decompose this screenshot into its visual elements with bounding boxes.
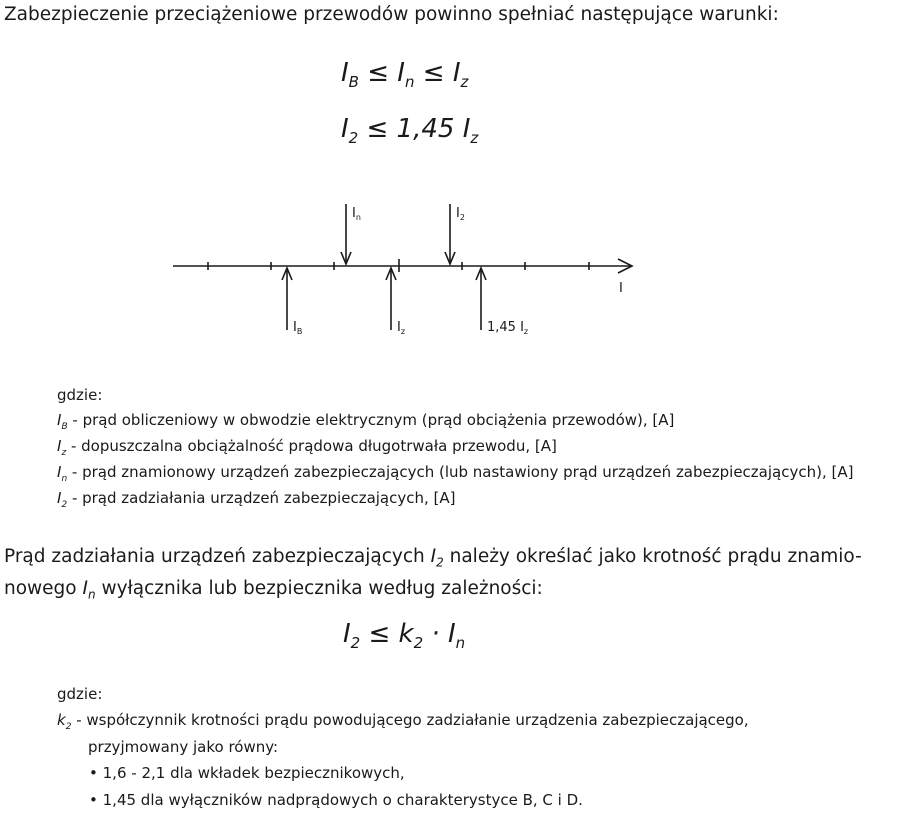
paragraph-line-2: nowego $I_n$ wyłącznika lub bezpiecznika według zależności:	[4, 578, 543, 602]
gdzie-label-1: gdzie:	[57, 386, 103, 404]
formula-i2-k2-in: $I_2 \le k_2 \cdot I_n$	[343, 619, 466, 653]
current-axis-diagram	[0, 0, 916, 360]
bullet-item-1: • 1,6 - 2,1 dla wkładek bezpiecznikowych,	[89, 764, 405, 782]
def-iz: $I_z$ - dopuszczalna obciążalność prądowa długotrwała przewodu, [A]	[57, 437, 557, 458]
label-in: $I_n$	[352, 206, 361, 222]
bullet-item-2: • 1,45 dla wyłączników nadprądowych o charakterystyce B, C i D.	[89, 791, 583, 809]
def-k2: $k_2$ - współczynnik krotności prądu powodującego zadziałanie urządzenia zabezpieczającego,	[57, 711, 749, 732]
label-iz: $I_z$	[397, 320, 406, 336]
formula-i2-145-iz: $I_2 \le 1,45$ $I_z$	[341, 114, 479, 148]
gdzie-label-2: gdzie:	[57, 685, 103, 703]
formula-ib-in-iz: $I_B \le I_n \le I_z$	[341, 58, 469, 92]
def-ib: $I_B$ - prąd obliczeniowy w obwodzie elektrycznym (prąd obciążenia przewodów), [A]	[57, 411, 675, 432]
bullet-icon: •	[89, 764, 98, 782]
label-145iz: 1,45 $I_z$	[487, 320, 529, 336]
def-i2: $I_2$ - prąd zadziałania urządzeń zabezpieczających, [A]	[57, 489, 456, 510]
def-in: $I_n$ - prąd znamionowy urządzeń zabezpieczających (lub nastawiony prąd urządzeń zabezpieczających), [A]	[57, 463, 854, 484]
label-i2: $I_2$	[456, 206, 465, 222]
paragraph-line-1: Prąd zadziałania urządzeń zabezpieczających $I_2$ należy określać jako krotność prądu znamio-	[4, 546, 862, 570]
axis-label: I	[619, 281, 623, 296]
intro-text: Zabezpieczenie przeciążeniowe przewodów powinno spełniać następujące warunki:	[4, 4, 779, 25]
def-k2-continuation: przyjmowany jako równy:	[88, 738, 279, 756]
bullet-icon: •	[89, 791, 98, 809]
label-ib: $I_B$	[293, 320, 303, 336]
